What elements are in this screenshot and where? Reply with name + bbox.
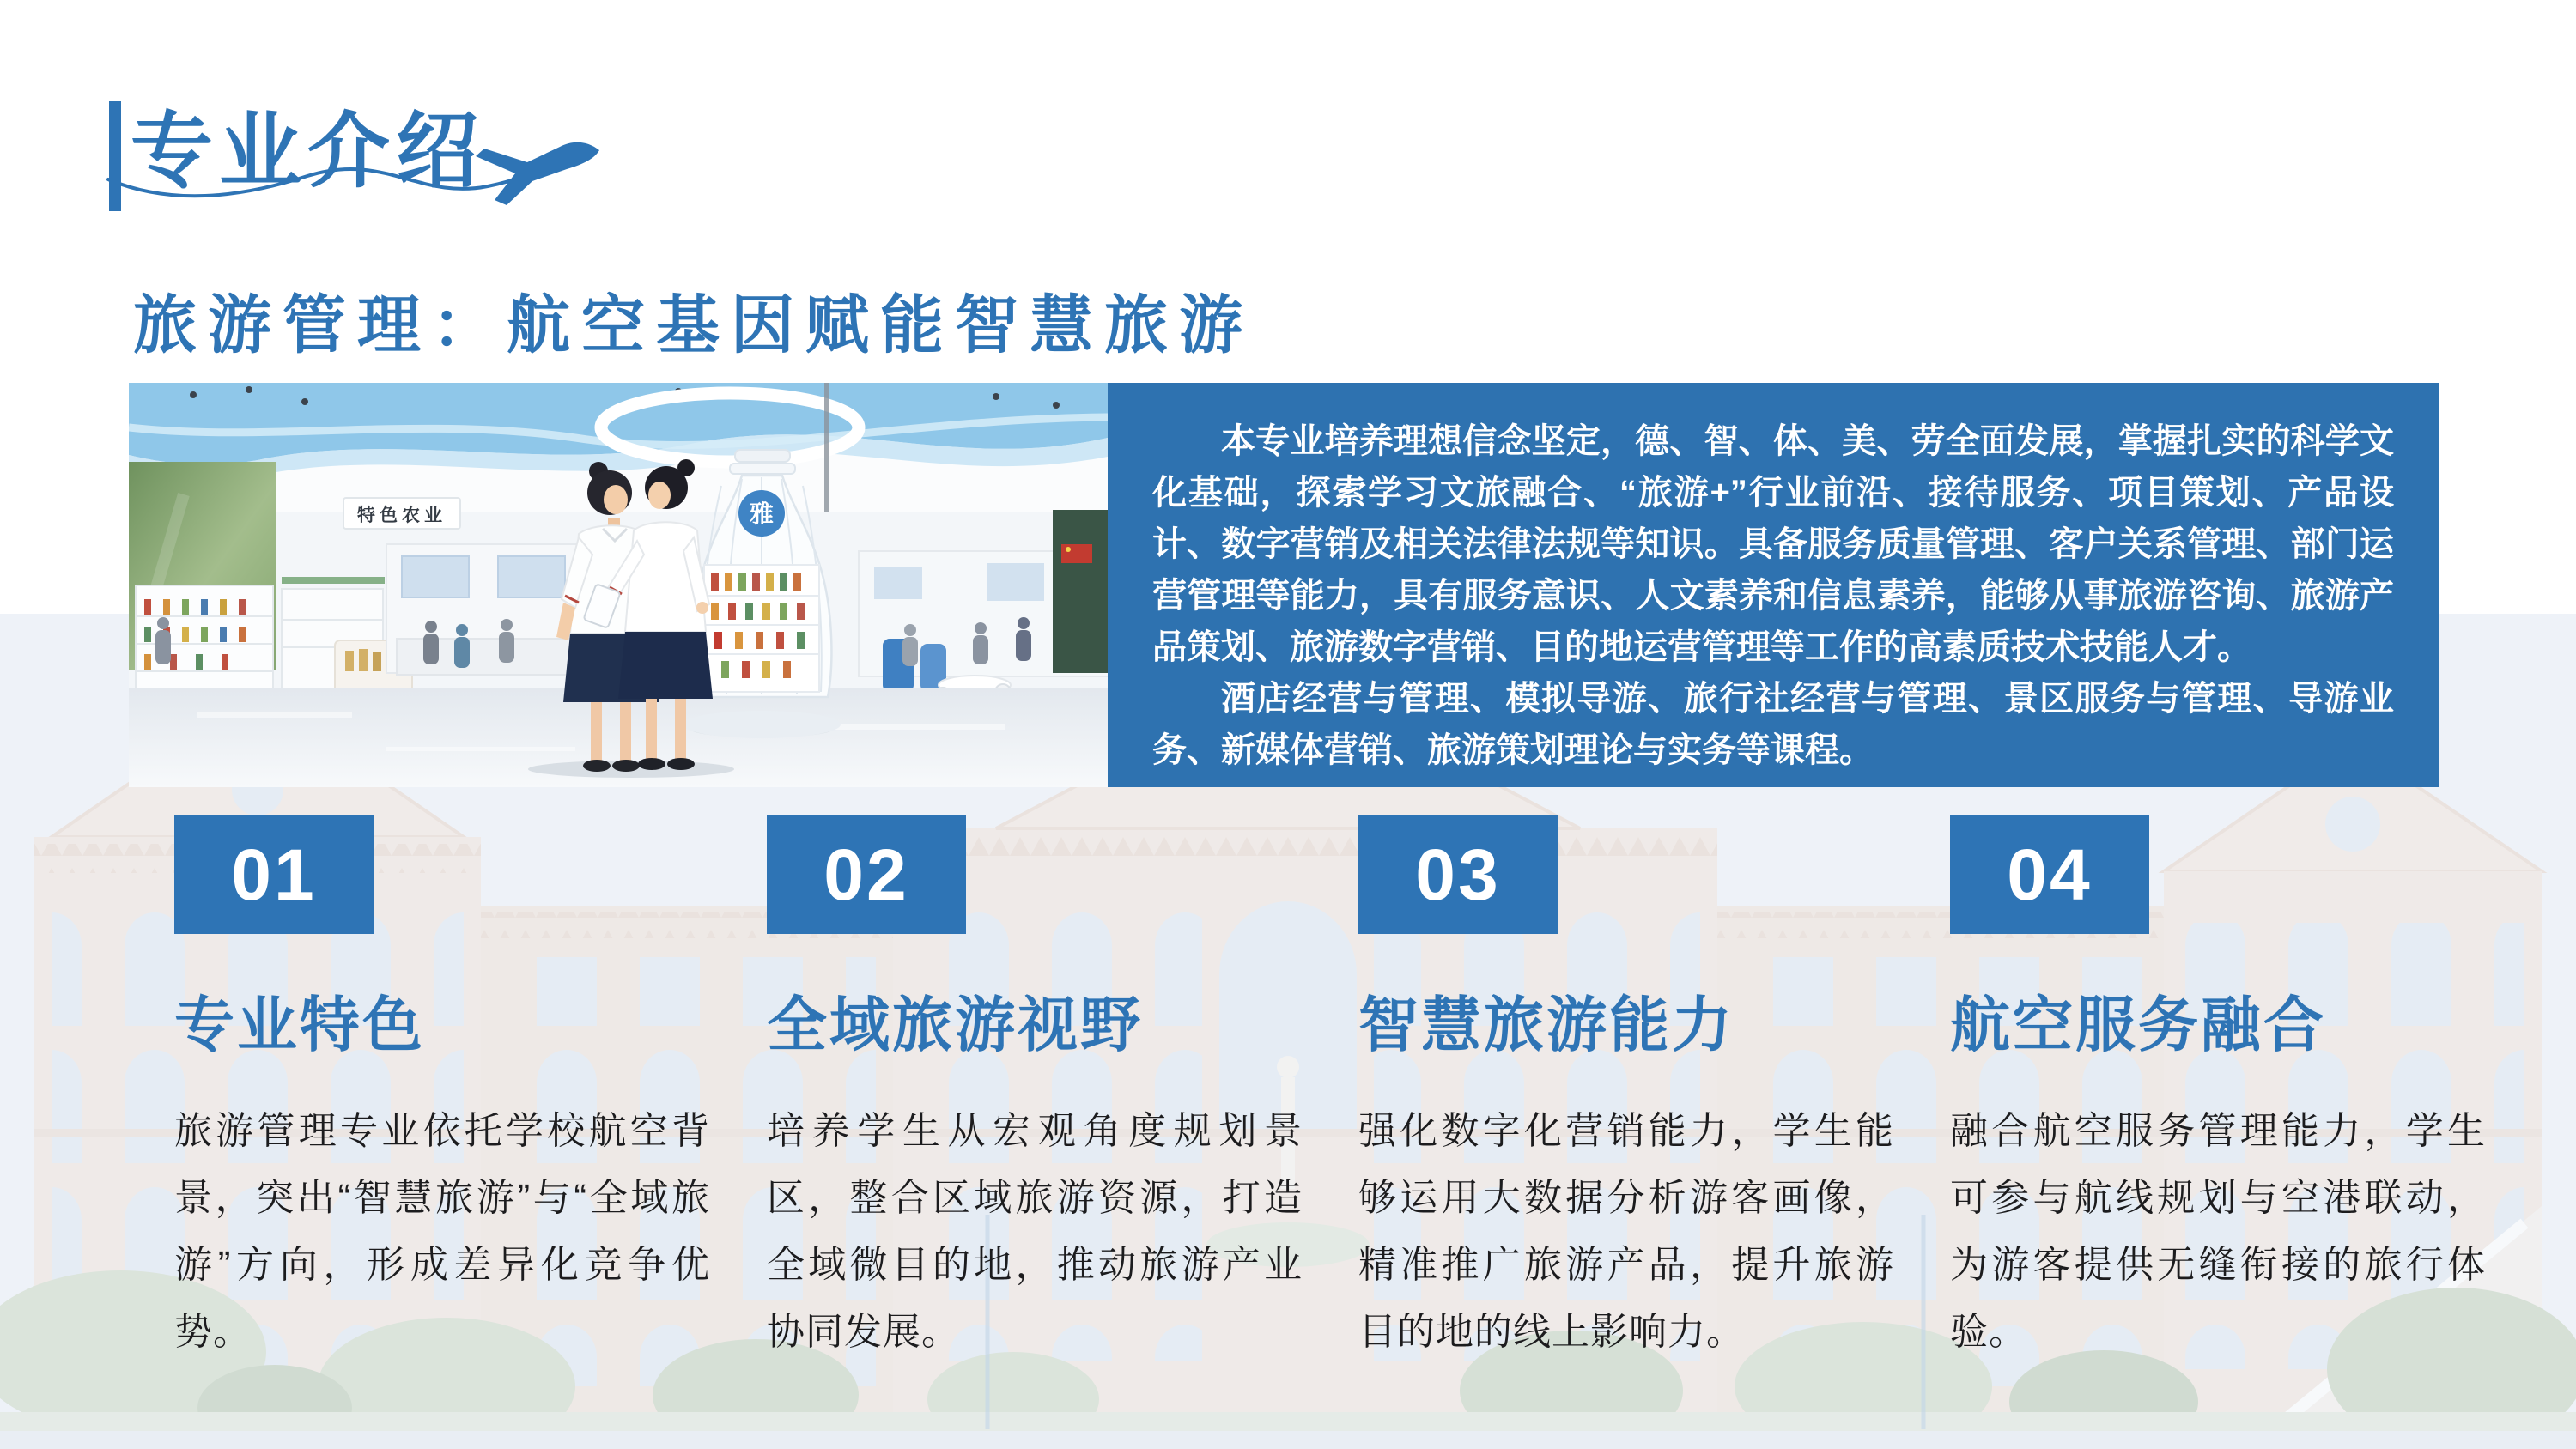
feature-number: 04 <box>2007 834 2093 915</box>
feature-card-1 <box>174 815 710 1366</box>
feature-number: 02 <box>823 834 909 915</box>
bottle-logo-glyph: 雅 <box>749 500 775 527</box>
exhibition-photo <box>129 383 1108 787</box>
feature-number: 01 <box>231 834 317 915</box>
feature-number-badge <box>1358 815 1558 934</box>
page-title: 旅游管理：航空基因赋能智慧旅游 <box>133 289 1254 361</box>
product-shelves <box>136 577 412 700</box>
feature-number: 03 <box>1415 834 1501 915</box>
feature-title: 航空服务融合 <box>1950 991 2326 1058</box>
intro-paragraph-2: 酒店经营与管理、模拟导游、旅行社经营与管理、景区服务与管理、导游业务、新媒体营销、旅游策划理论与实务等课程。 <box>1152 680 2394 769</box>
swoosh-line-icon <box>108 164 546 196</box>
feature-card-2 <box>767 815 1303 1366</box>
feature-number-badge <box>767 815 966 934</box>
feature-number-badge <box>174 815 374 934</box>
feature-body: 培养学生从宏观角度规划景区，整合区域旅游资源，打造全域微目的地，推动旅游产业协同发展。 <box>767 1110 1303 1353</box>
feature-title: 专业特色 <box>174 991 425 1058</box>
section-title: 专业介绍 <box>131 106 484 197</box>
intro-panel <box>1108 383 2439 787</box>
feature-number-badge <box>1950 815 2149 934</box>
feature-title: 智慧旅游能力 <box>1358 991 1735 1058</box>
feature-title: 全域旅游视野 <box>767 991 1143 1058</box>
intro-paragraph-1: 本专业培养理想信念坚定，德、智、体、美、劳全面发展，掌握扎实的科学文化基础，探索学习文旅融合、“旅游+”行业前沿、接待服务、项目策划、产品设计、数字营销及相关法律法规等知识。具备服务质量管理、客户关系管理、部门运营管理等能力，具有服务意识、人文素养和信息素养，能够从事旅游咨询、旅游产品策划、旅游数字营销、目的地运营管理等工作的高素质技术技能人才。 <box>1152 422 2394 666</box>
airplane-icon <box>476 142 599 205</box>
feature-body: 旅游管理专业依托学校航空背景，突出“智慧旅游”与“全域旅游”方向，形成差异化竞争优势。 <box>174 1110 710 1353</box>
feature-body: 融合航空服务管理能力，学生可参与航线规划与空港联动，为游客提供无缝衔接的旅行体验。 <box>1950 1110 2486 1353</box>
feature-body: 强化数字化营销能力，学生能够运用大数据分析游客画像，精准推广旅游产品，提升旅游目的地的线上影响力。 <box>1358 1110 1894 1353</box>
feature-card-4 <box>1950 815 2486 1366</box>
booth-sign-label: 特色农业 <box>357 506 447 525</box>
flight-path-swoosh <box>101 122 668 225</box>
feature-card-3 <box>1358 815 1894 1366</box>
